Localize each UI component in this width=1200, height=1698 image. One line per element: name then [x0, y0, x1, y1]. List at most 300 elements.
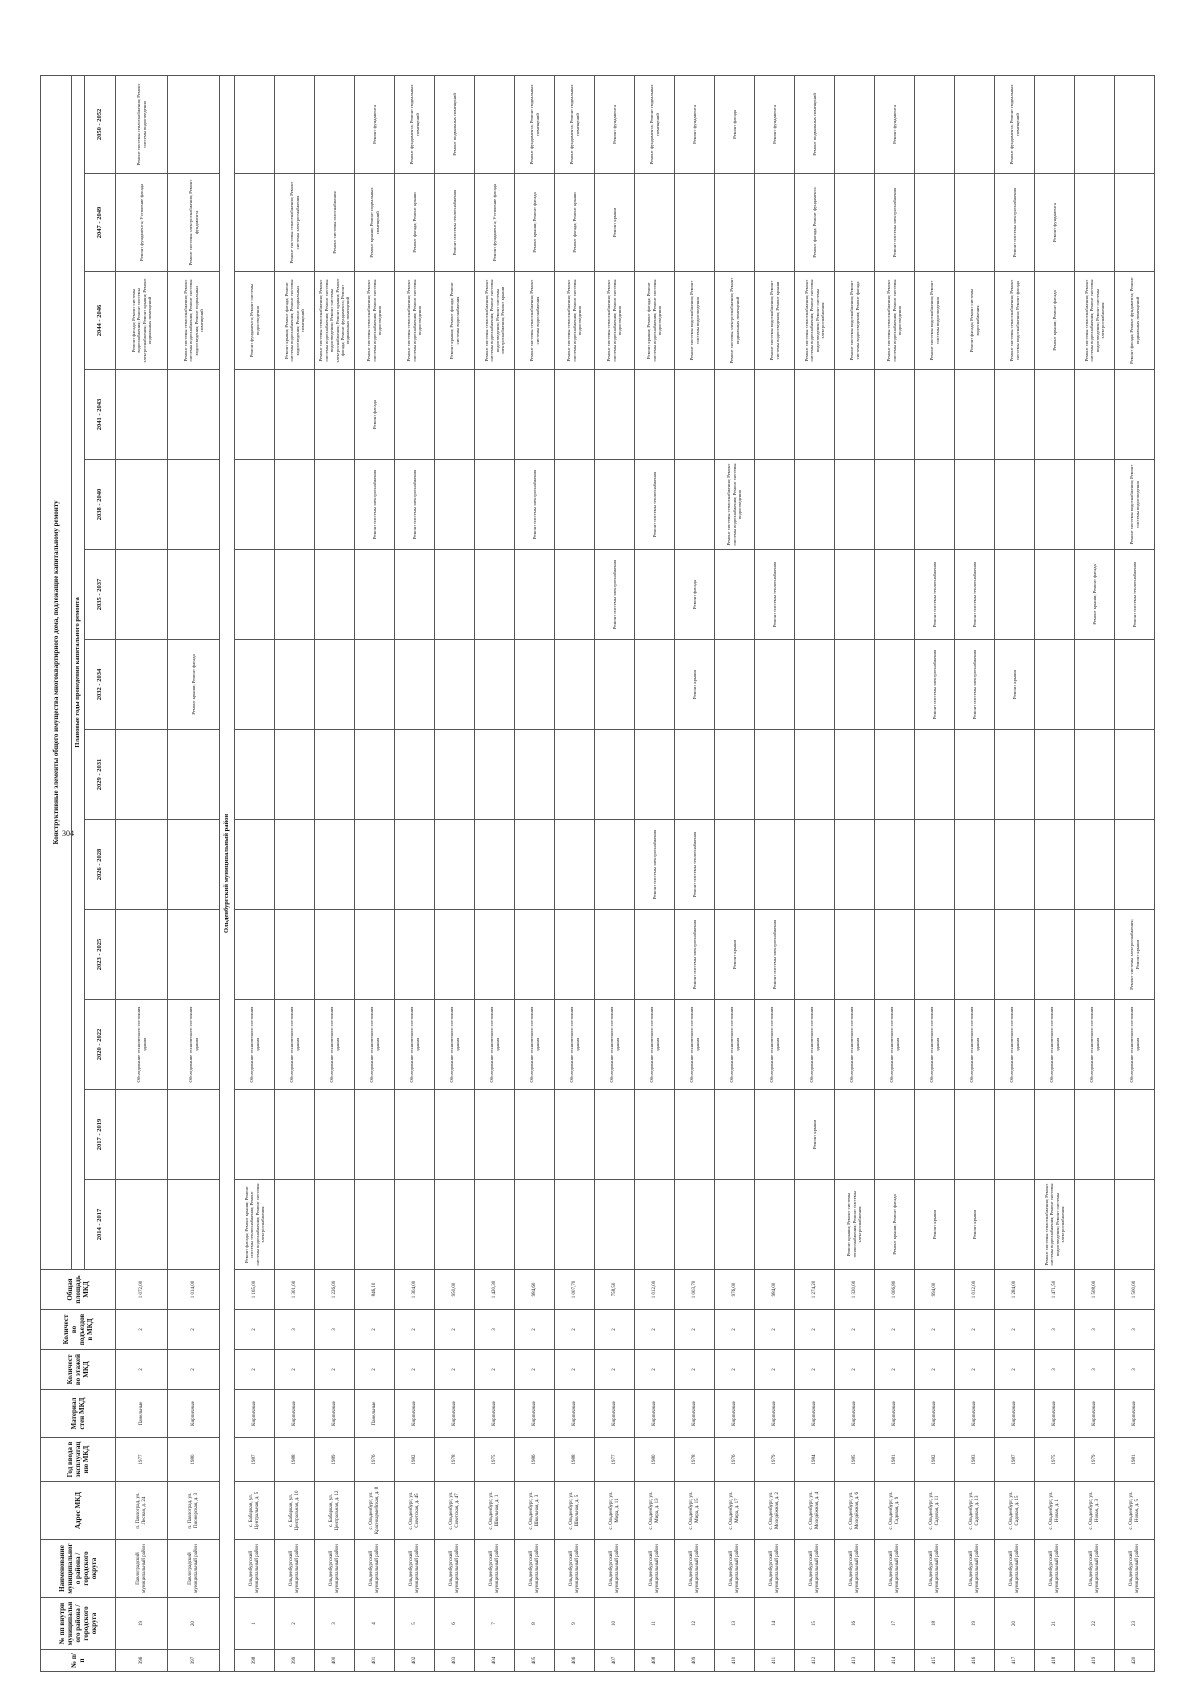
row-work-cell: [595, 460, 635, 550]
row-work-cell: [1035, 730, 1075, 820]
row-year: 1983: [955, 1438, 995, 1482]
row-work-cell: [1115, 730, 1155, 820]
row-sub-num: 22: [1075, 1598, 1115, 1650]
row-work-cell: [675, 460, 715, 550]
row-floors: 3: [1115, 1350, 1155, 1390]
table-row: [995, 75, 1035, 1671]
row-work-cell: Ремонт системы теплоснабжения; Ремонт системы водоснабжения; Ремонт системы водоотведения; Ремонт системы электроснабжения; Ремонт крыши: [475, 272, 515, 370]
row-material: Кирпичные: [675, 1390, 715, 1438]
row-work-cell: [795, 820, 835, 910]
period-header: 2044 - 2046: [85, 272, 116, 370]
row-address: с. Ольденбург, ул. Садовая, д. 9: [875, 1482, 915, 1540]
row-work-cell: [915, 1090, 955, 1180]
row-work-cell: Ремонт крыши: [595, 174, 635, 272]
row-work-cell: Ремонт фундамента: [595, 75, 635, 173]
row-work-cell: [955, 460, 995, 550]
row-work-cell: Обследование технического состояния здания: [1075, 1000, 1115, 1090]
row-district: Ольденбургский муниципальный район: [795, 1540, 835, 1598]
row-floors: 2: [235, 1350, 275, 1390]
row-work-cell: [515, 640, 555, 730]
row-work-cell: Обследование технического состояния здания: [595, 1000, 635, 1090]
row-work-cell: [1035, 1090, 1075, 1180]
period-header: 2050 - 2052: [85, 75, 116, 173]
row-sub-num: 19: [116, 1598, 168, 1650]
row-work-cell: Ремонт подвальных помещений: [435, 75, 475, 173]
row-entrances: 2: [635, 1310, 675, 1350]
row-work-cell: [595, 370, 635, 460]
row-work-cell: [835, 820, 875, 910]
row-work-cell: Обследование технического состояния здания: [715, 1000, 755, 1090]
row-work-cell: Ремонт системы электроснабжения: [515, 460, 555, 550]
row-floors: 3: [1075, 1350, 1115, 1390]
row-num: 401: [355, 1650, 395, 1672]
row-sub-num: 20: [168, 1598, 220, 1650]
row-work-cell: [1075, 174, 1115, 272]
row-work-cell: [395, 370, 435, 460]
row-work-cell: [875, 910, 915, 1000]
row-work-cell: [875, 1090, 915, 1180]
row-district: Ольденбургский муниципальный район: [955, 1540, 995, 1598]
row-work-cell: [275, 820, 315, 910]
row-material: Кирпичные: [755, 1390, 795, 1438]
row-entrances: 2: [355, 1310, 395, 1350]
row-work-cell: [795, 640, 835, 730]
row-sub-num: 9: [555, 1598, 595, 1650]
row-material: Кирпичные: [275, 1390, 315, 1438]
period-header: 2038 - 2040: [85, 460, 116, 550]
row-district: Ольденбургский муниципальный район: [995, 1540, 1035, 1598]
row-material: Кирпичные: [435, 1390, 475, 1438]
row-work-cell: Ремонт системы теплоснабжения; Ремонт системы водоснабжения; Ремонт системы водоотведения; Ремонт подвальных помещений: [168, 272, 220, 370]
row-work-cell: [235, 460, 275, 550]
row-address: с. Ольденбург, ул. Советская, д. 45: [395, 1482, 435, 1540]
row-work-cell: [355, 1090, 395, 1180]
row-work-cell: [475, 370, 515, 460]
row-work-cell: [1035, 640, 1075, 730]
row-work-cell: [168, 1180, 220, 1270]
row-work-cell: [435, 1180, 475, 1270]
row-material: Кирпичные: [915, 1390, 955, 1438]
row-district: Ольденбургский муниципальный район: [315, 1540, 355, 1598]
row-work-cell: [116, 730, 168, 820]
row-work-cell: Ремонт системы теплоснабжения: [955, 550, 995, 640]
row-work-cell: Ремонт фундамента; Утепление фасада: [475, 174, 515, 272]
header-area: Общая площадь МКД: [41, 1270, 116, 1310]
row-sub-num: 5: [395, 1598, 435, 1650]
row-material: Панельные: [116, 1390, 168, 1438]
row-entrances: 2: [235, 1310, 275, 1350]
row-address: с. Ольденбург, ул. Школьная, д. 5: [555, 1482, 595, 1540]
row-work-cell: [875, 550, 915, 640]
row-work-cell: [955, 820, 995, 910]
row-floors: 2: [995, 1350, 1035, 1390]
row-entrances: 2: [116, 1310, 168, 1350]
header-district-num: № пп внутри муниципального района / городского округа: [41, 1598, 116, 1650]
row-work-cell: [555, 640, 595, 730]
row-work-cell: [235, 75, 275, 173]
row-work-cell: [168, 75, 220, 173]
row-work-cell: Ремонт фасада; Ремонт системы водоснабжения; Ремонт системы электроснабжения; Ремонт крыши; Ремонт подвальных помещений: [116, 272, 168, 370]
row-work-cell: Ремонт системы электроснабжения: [355, 460, 395, 550]
header-entrances: Количество подъездов в МКД: [41, 1310, 116, 1350]
row-work-cell: [275, 75, 315, 173]
row-work-cell: [235, 640, 275, 730]
table-body: [116, 75, 1155, 1671]
row-work-cell: [875, 460, 915, 550]
row-work-cell: Ремонт фундамента: [355, 75, 395, 173]
row-year: 1987: [995, 1438, 1035, 1482]
row-work-cell: Ремонт крыши; Ремонт фасада: [1075, 550, 1115, 640]
row-work-cell: [795, 460, 835, 550]
row-work-cell: [795, 1180, 835, 1270]
row-work-cell: [555, 460, 595, 550]
row-work-cell: [1035, 910, 1075, 1000]
row-material: Кирпичные: [475, 1390, 515, 1438]
row-address: с. Ольденбург, ул. Советская, д. 47: [435, 1482, 475, 1540]
row-work-cell: Обследование технического состояния здания: [795, 1000, 835, 1090]
row-year: 1978: [675, 1438, 715, 1482]
row-work-cell: [275, 730, 315, 820]
row-entrances: 2: [995, 1310, 1035, 1350]
row-work-cell: [715, 820, 755, 910]
row-work-cell: Ремонт системы теплоснабжения: [675, 820, 715, 910]
row-work-cell: [168, 910, 220, 1000]
row-work-cell: [515, 910, 555, 1000]
row-material: Кирпичные: [395, 1390, 435, 1438]
row-work-cell: Ремонт фундамента; Ремонт подвальных помещений: [995, 75, 1035, 173]
row-work-cell: [715, 550, 755, 640]
row-address: с. Ольденбург, ул. Молодёжная, д. 2: [755, 1482, 795, 1540]
row-work-cell: [955, 730, 995, 820]
period-header: 2047 - 2049: [85, 174, 116, 272]
row-work-cell: [755, 640, 795, 730]
row-work-cell: [1075, 910, 1115, 1000]
row-work-cell: [435, 1090, 475, 1180]
row-work-cell: Ремонт фасада; Ремонт фундамента; Ремонт подвальных помещений: [1115, 272, 1155, 370]
row-sub-num: 23: [1115, 1598, 1155, 1650]
row-district: Ольденбургский муниципальный район: [515, 1540, 555, 1598]
row-entrances: 2: [875, 1310, 915, 1350]
row-work-cell: Ремонт системы теплоснабжения; Ремонт системы водоснабжения; Ремонт фасада: [995, 272, 1035, 370]
row-work-cell: [635, 1180, 675, 1270]
row-work-cell: [995, 1180, 1035, 1270]
row-year: 1975: [1035, 1438, 1075, 1482]
row-work-cell: [595, 640, 635, 730]
row-area: 1 320,00: [835, 1270, 875, 1310]
row-work-cell: [995, 730, 1035, 820]
row-work-cell: [475, 1180, 515, 1270]
header-num: № п/п: [41, 1650, 116, 1672]
row-floors: 2: [275, 1350, 315, 1390]
row-work-cell: Ремонт системы электроснабжения: [995, 174, 1035, 272]
row-num: 420: [1115, 1650, 1155, 1672]
row-work-cell: [475, 460, 515, 550]
row-floors: 2: [395, 1350, 435, 1390]
row-work-cell: [275, 1180, 315, 1270]
row-work-cell: [1115, 640, 1155, 730]
row-work-cell: [755, 370, 795, 460]
row-entrances: 2: [595, 1310, 635, 1350]
row-work-cell: Ремонт системы теплоснабжения: [1115, 550, 1155, 640]
row-work-cell: [275, 640, 315, 730]
row-year: 1985: [835, 1438, 875, 1482]
row-material: Кирпичные: [555, 1390, 595, 1438]
row-area: 1 012,00: [635, 1270, 675, 1310]
row-work-cell: [395, 1180, 435, 1270]
row-work-cell: [235, 910, 275, 1000]
row-district: Ольденбургский муниципальный район: [275, 1540, 315, 1598]
row-work-cell: Ремонт системы водоснабжения; Ремонт системы водоотведения; Ремонт крыши: [755, 272, 795, 370]
row-floors: 2: [116, 1350, 168, 1390]
row-work-cell: [555, 550, 595, 640]
row-sub-num: 17: [875, 1598, 915, 1650]
row-material: Кирпичные: [715, 1390, 755, 1438]
row-work-cell: [915, 730, 955, 820]
table-row: [116, 75, 168, 1671]
row-work-cell: [275, 460, 315, 550]
table-row: [675, 75, 715, 1671]
row-work-cell: [1115, 820, 1155, 910]
row-num: 414: [875, 1650, 915, 1672]
table-row: [755, 75, 795, 1671]
row-area: 1 003,70: [675, 1270, 715, 1310]
row-work-cell: [595, 730, 635, 820]
row-num: 418: [1035, 1650, 1075, 1672]
row-entrances: 3: [1115, 1310, 1155, 1350]
row-work-cell: [315, 460, 355, 550]
row-entrances: 2: [168, 1310, 220, 1350]
row-work-cell: Обследование технического состояния здания: [315, 1000, 355, 1090]
table-row: [955, 75, 995, 1671]
row-num: 408: [635, 1650, 675, 1672]
row-district: Ольденбургский муниципальный район: [1075, 1540, 1115, 1598]
header-wall-material: Материал стен МКД: [41, 1390, 116, 1438]
row-floors: 2: [595, 1350, 635, 1390]
row-work-cell: Ремонт фундамента: [875, 75, 915, 173]
row-work-cell: [1035, 460, 1075, 550]
row-work-cell: [116, 910, 168, 1000]
row-sub-num: 21: [1035, 1598, 1075, 1650]
row-work-cell: Ремонт фундамента; Ремонт системы водоотведения: [235, 272, 275, 370]
row-work-cell: [835, 460, 875, 550]
row-material: Кирпичные: [168, 1390, 220, 1438]
row-work-cell: [515, 820, 555, 910]
row-work-cell: [1075, 640, 1115, 730]
row-num: 419: [1075, 1650, 1115, 1672]
row-area: 994,00: [915, 1270, 955, 1310]
row-address: с. Ольденбург, ул. Мира, д. 13: [635, 1482, 675, 1540]
row-work-cell: Ремонт фундамента: [755, 75, 795, 173]
row-work-cell: [315, 1090, 355, 1180]
row-work-cell: Обследование технического состояния здания: [435, 1000, 475, 1090]
row-floors: 2: [435, 1350, 475, 1390]
table-row: [1115, 75, 1155, 1671]
row-num: 402: [395, 1650, 435, 1672]
row-work-cell: [1115, 1180, 1155, 1270]
row-work-cell: [1115, 75, 1155, 173]
row-num: 404: [475, 1650, 515, 1672]
row-work-cell: [915, 174, 955, 272]
row-address: с. Ольденбург, ул. Школьная, д. 1: [475, 1482, 515, 1540]
row-work-cell: [1075, 460, 1115, 550]
row-area: 1 226,00: [315, 1270, 355, 1310]
row-work-cell: [875, 730, 915, 820]
period-header: 2029 - 2031: [85, 730, 116, 820]
row-district: Ольденбургский муниципальный район: [395, 1540, 435, 1598]
row-material: Кирпичные: [795, 1390, 835, 1438]
row-work-cell: [435, 730, 475, 820]
row-work-cell: [555, 1180, 595, 1270]
row-work-cell: [835, 730, 875, 820]
row-year: 1976: [715, 1438, 755, 1482]
row-work-cell: [315, 550, 355, 640]
row-year: 1980: [635, 1438, 675, 1482]
row-work-cell: [875, 640, 915, 730]
row-address: с. Ольденбург, ул. Садовая, д. 13: [955, 1482, 995, 1540]
row-work-cell: [235, 820, 275, 910]
row-num: 406: [555, 1650, 595, 1672]
row-year: 1989: [315, 1438, 355, 1482]
row-work-cell: [1075, 1090, 1115, 1180]
row-year: 1978: [435, 1438, 475, 1482]
row-work-cell: [475, 910, 515, 1000]
row-work-cell: Ремонт крыши: [995, 640, 1035, 730]
row-district: Ольденбургский муниципальный район: [595, 1540, 635, 1598]
row-work-cell: Ремонт системы электроснабжения: [875, 174, 915, 272]
row-work-cell: [235, 174, 275, 272]
row-num: 417: [995, 1650, 1035, 1672]
row-address: с. Ольденбург, ул. Молодёжная, д. 6: [835, 1482, 875, 1540]
row-work-cell: Обследование технического состояния здания: [1115, 1000, 1155, 1090]
row-work-cell: [1075, 370, 1115, 460]
row-sub-num: 15: [795, 1598, 835, 1650]
row-district: Ольденбургский муниципальный район: [675, 1540, 715, 1598]
row-work-cell: Ремонт фундамента: [1035, 174, 1075, 272]
row-work-cell: Обследование технического состояния здания: [235, 1000, 275, 1090]
row-district: Ольденбургский муниципальный район: [235, 1540, 275, 1598]
row-work-cell: [835, 640, 875, 730]
table-row: [395, 75, 435, 1671]
period-header: 2014 - 2017: [85, 1180, 116, 1270]
row-work-cell: Ремонт крыши: [715, 910, 755, 1000]
table-row: [435, 75, 475, 1671]
header-district-name: Наименование муниципального района / городского округа: [41, 1540, 116, 1598]
row-sub-num: 10: [595, 1598, 635, 1650]
row-year: 1982: [395, 1438, 435, 1482]
row-work-cell: [355, 730, 395, 820]
row-work-cell: Ремонт крыши; Ремонт фасада: [1035, 272, 1075, 370]
row-address: с. Ольденбург, ул. Мира, д. 15: [675, 1482, 715, 1540]
row-work-cell: Обследование технического состояния здания: [355, 1000, 395, 1090]
row-sub-num: 4: [355, 1598, 395, 1650]
row-work-cell: Обследование технического состояния здания: [635, 1000, 675, 1090]
row-address: п. Павлоград, ул. Лесная, д. 24: [116, 1482, 168, 1540]
row-work-cell: [515, 550, 555, 640]
row-entrances: 2: [835, 1310, 875, 1350]
row-work-cell: [235, 370, 275, 460]
row-work-cell: Ремонт системы теплоснабжения; Ремонт системы электроснабжения: [275, 174, 315, 272]
row-work-cell: [995, 1090, 1035, 1180]
row-work-cell: [116, 370, 168, 460]
row-work-cell: Ремонт крыши: [795, 1090, 835, 1180]
row-work-cell: [915, 910, 955, 1000]
row-district: Ольденбургский муниципальный район: [475, 1540, 515, 1598]
row-work-cell: [395, 1090, 435, 1180]
row-work-cell: Ремонт системы теплоснабжения; Ремонт системы водоснабжения; Ремонт системы водоотведения: [595, 272, 635, 370]
row-material: Кирпичные: [235, 1390, 275, 1438]
row-work-cell: Ремонт системы водоснабжения; Ремонт системы водоотведения: [1115, 460, 1155, 550]
row-work-cell: [315, 1180, 355, 1270]
row-area: 950,00: [435, 1270, 475, 1310]
row-work-cell: [755, 820, 795, 910]
row-work-cell: [168, 460, 220, 550]
row-work-cell: [995, 820, 1035, 910]
row-address: п. Павлоград, ул. Пионерская, д. 3: [168, 1482, 220, 1540]
row-work-cell: Ремонт системы теплоснабжения; Ремонт системы водоснабжения; Ремонт системы водоотведения: [355, 272, 395, 370]
row-work-cell: Ремонт фасада: [355, 370, 395, 460]
row-material: Кирпичные: [1075, 1390, 1115, 1438]
row-work-cell: [955, 1090, 995, 1180]
row-year: 1988: [275, 1438, 315, 1482]
row-entrances: 2: [515, 1310, 555, 1350]
row-entrances: 2: [555, 1310, 595, 1350]
row-work-cell: Ремонт фасада; Ремонт фундамента: [795, 174, 835, 272]
row-entrances: 2: [395, 1310, 435, 1350]
row-work-cell: [435, 550, 475, 640]
row-work-cell: Ремонт системы теплоснабжения; Ремонт системы водоснабжения; Ремонт системы водоотведения: [555, 272, 595, 370]
row-work-cell: [795, 550, 835, 640]
row-work-cell: Ремонт системы электроснабжения: [395, 460, 435, 550]
row-material: Кирпичные: [835, 1390, 875, 1438]
table-row: [795, 75, 835, 1671]
row-work-cell: [995, 550, 1035, 640]
period-header: 2035 - 2037: [85, 550, 116, 640]
row-entrances: 2: [435, 1310, 475, 1350]
row-work-cell: [1075, 730, 1115, 820]
table-row: [595, 75, 635, 1671]
row-work-cell: [595, 910, 635, 1000]
row-work-cell: [915, 370, 955, 460]
row-work-cell: [675, 1180, 715, 1270]
row-work-cell: [915, 460, 955, 550]
row-floors: 2: [675, 1350, 715, 1390]
row-work-cell: [555, 730, 595, 820]
row-entrances: 2: [795, 1310, 835, 1350]
row-work-cell: [275, 910, 315, 1000]
row-work-cell: Ремонт крыши: [915, 1180, 955, 1270]
row-area: 1 500,00: [1115, 1270, 1155, 1310]
row-num: 413: [835, 1650, 875, 1672]
table-row: [355, 75, 395, 1671]
row-entrances: 3: [315, 1310, 355, 1350]
row-year: 1979: [1075, 1438, 1115, 1482]
row-work-cell: Ремонт фундамента; Ремонт подвальных помещений: [395, 75, 435, 173]
row-floors: 2: [715, 1350, 755, 1390]
row-work-cell: Ремонт фасада; Ремонт крыши; Ремонт системы теплоснабжения; Ремонт системы водоснабжения; Ремонт системы электроснабжения: [235, 1180, 275, 1270]
row-address: с. Ольденбург, ул. Молодёжная, д. 4: [795, 1482, 835, 1540]
row-num: 396: [116, 1650, 168, 1672]
row-sub-num: 13: [715, 1598, 755, 1650]
row-work-cell: [315, 75, 355, 173]
row-work-cell: Ремонт системы электроснабжения; Ремонт фундамента: [168, 174, 220, 272]
row-year: 1982: [915, 1438, 955, 1482]
row-work-cell: Ремонт фасада; Ремонт системы водоснабжения: [955, 272, 995, 370]
row-num: 410: [715, 1650, 755, 1672]
row-work-cell: [715, 730, 755, 820]
row-floors: 2: [635, 1350, 675, 1390]
row-material: Кирпичные: [595, 1390, 635, 1438]
row-work-cell: [835, 1090, 875, 1180]
